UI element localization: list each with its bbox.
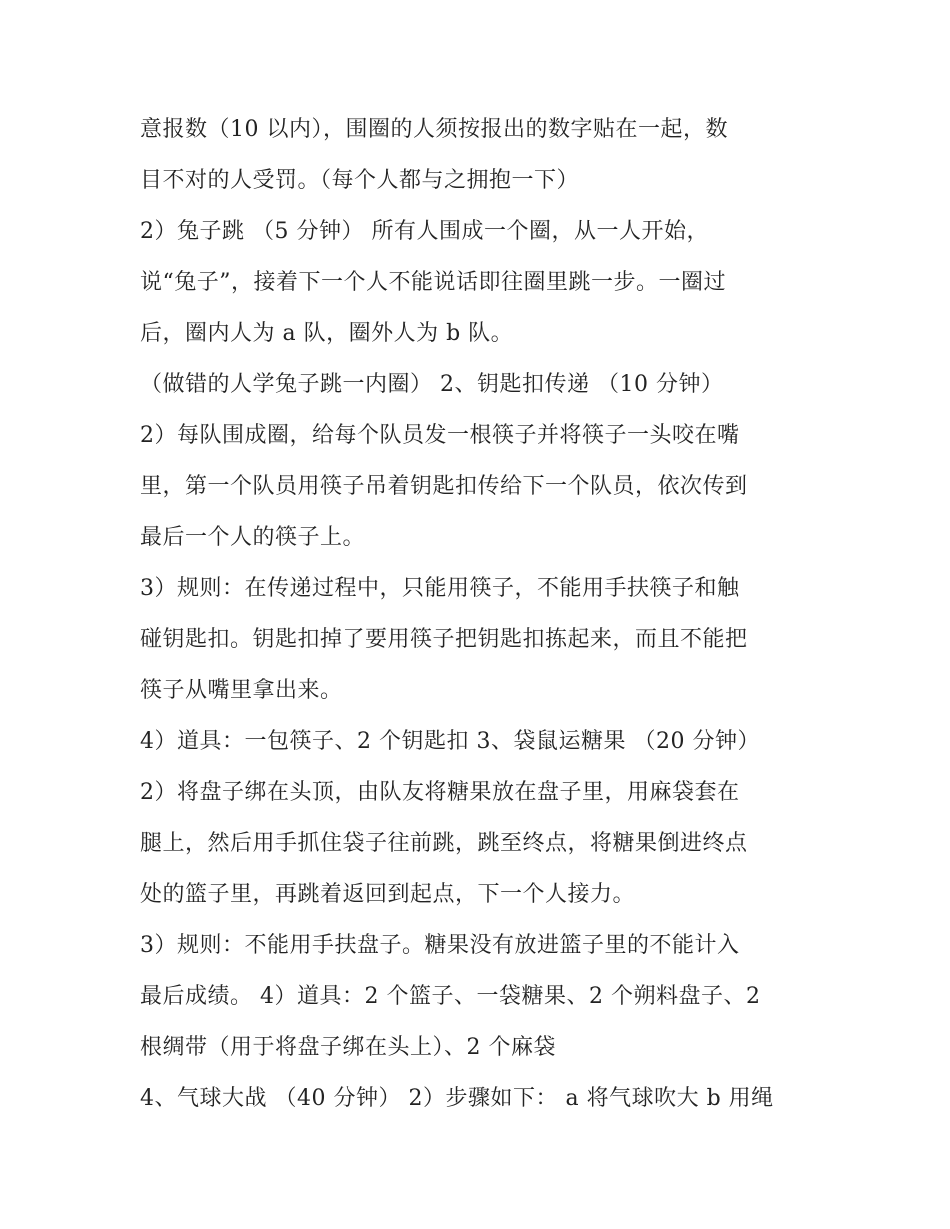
text-line: 碰钥匙扣。钥匙扣掉了要用筷子把钥匙扣拣起来，而且不能把 — [140, 627, 748, 652]
text-line: 说“兔子”，接着下一个人不能说话即往圈里跳一步。一圈过 — [140, 270, 726, 295]
text-line: 3）规则：不能用手扶盘子。糖果没有放进篮子里的不能计入 — [140, 933, 740, 958]
text-line: 最后一个人的筷子上。 — [140, 525, 366, 550]
text-line: 最后成绩。 4）道具：2 个篮子、一袋糖果、2 个朔料盘子、2 — [140, 984, 761, 1009]
text-line: 腿上，然后用手抓住袋子往前跳，跳至终点，将糖果倒进终点 — [140, 831, 748, 856]
text-line: 意报数（10 以内），围圈的人须按报出的数字贴在一起，数 — [140, 117, 728, 142]
text-line: 2）每队围成圈，给每个队员发一根筷子并将筷子一头咬在嘴 — [140, 423, 740, 448]
document-body — [140, 104, 820, 1124]
text-line: 后，圈内人为 a 队，圈外人为 b 队。 — [140, 321, 514, 346]
text-line: 2）兔子跳 （5 分钟） 所有人围成一个圈，从一人开始， — [140, 219, 709, 244]
text-line: 里，第一个队员用筷子吊着钥匙扣传给下一个队员，依次传到 — [140, 474, 748, 499]
text-line: 目不对的人受罚。（每个人都与之拥抱一下） — [140, 168, 580, 193]
text-line: 4）道具：一包筷子、2 个钥匙扣 3、袋鼠运糖果 （20 分钟） — [140, 729, 760, 754]
text-line: 2）将盘子绑在头顶，由队友将糖果放在盘子里，用麻袋套在 — [140, 780, 740, 805]
text-line: 处的篮子里，再跳着返回到起点，下一个人接力。 — [140, 882, 636, 907]
text-line: 筷子从嘴里拿出来。 — [140, 678, 343, 703]
text-line: 4、气球大战 （40 分钟） 2）步骤如下： a 将气球吹大 b 用绳 — [140, 1086, 774, 1111]
text-line: （做错的人学兔子跳一内圈） 2、钥匙扣传递 （10 分钟） — [140, 372, 724, 397]
text-line: 根绸带（用于将盘子绑在头上）、2 个麻袋 — [140, 1035, 556, 1060]
text-line: 3）规则：在传递过程中，只能用筷子，不能用手扶筷子和触 — [140, 576, 740, 601]
